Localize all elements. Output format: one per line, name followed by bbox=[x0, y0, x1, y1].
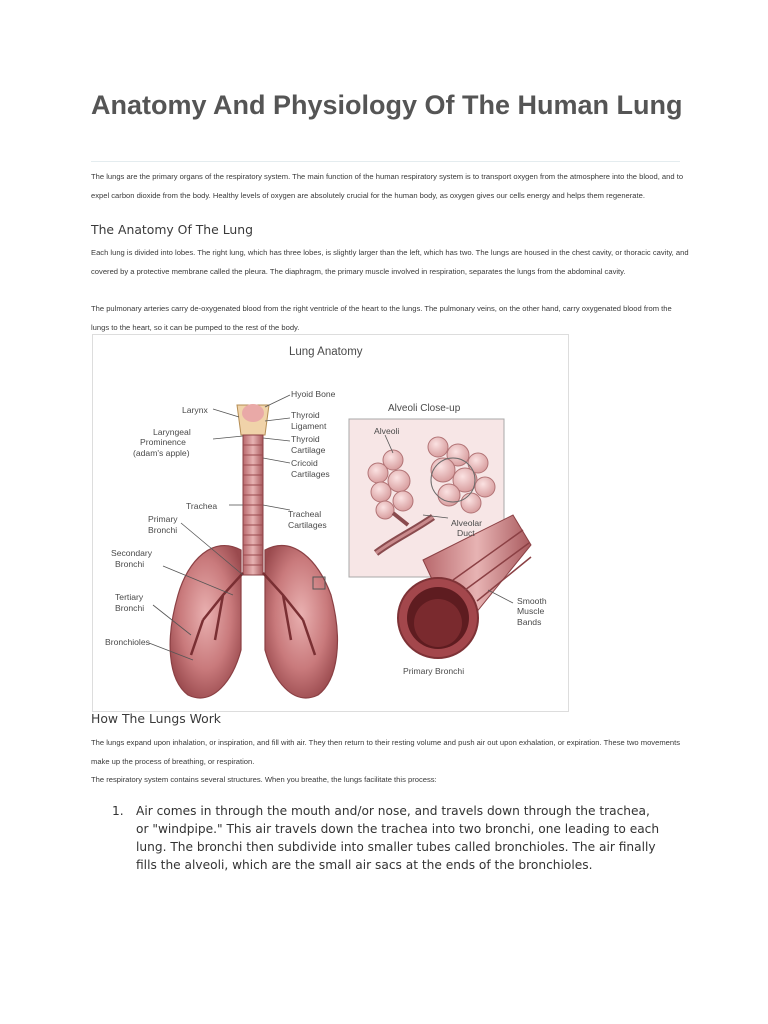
label-tertiary-bronchi-2: Bronchi bbox=[115, 603, 145, 613]
figure-title: Lung Anatomy bbox=[289, 346, 363, 358]
title-divider bbox=[91, 161, 680, 162]
lung-anatomy-figure bbox=[92, 334, 569, 712]
label-thyroid-ligament: Thyroid bbox=[291, 410, 320, 420]
anatomy-paragraph-1: Each lung is divided into lobes. The right lung, which has three lobes, is slightly larger than the left, which has two. The lungs are housed in the chest cavity, or thoracic cavity, and covered by a protective membrane called the pleura. The diaphragm, the primary muscle involved in respiration, separates the lungs from the abdominal cavity. bbox=[91, 248, 689, 276]
label-thyroid-cartilage-2: Cartilage bbox=[291, 445, 326, 455]
intro-paragraph: The lungs are the primary organs of the respiratory system. The main function of the human respiratory system is to transport oxygen from the atmosphere into the blood, and to expel carbon dioxide from the body. Healthy levels of oxygen are absolutely crucial for the human body, as oxygen gives our cells energy and helps them regenerate. bbox=[91, 172, 684, 200]
label-secondary-bronchi-2: Bronchi bbox=[115, 559, 145, 569]
label-cricoid-2: Cartilages bbox=[291, 469, 330, 479]
label-hyoid-bone: Hyoid Bone bbox=[291, 389, 336, 399]
label-primary-bronchi-2: Bronchi bbox=[148, 525, 178, 535]
list-item-text: Air comes in through the mouth and/or nose, and travels down through the trachea, or "windpipe." This air travels down the trachea into two bronchi, one leading to each lung. The bronchi then subdivide into smaller tubes called bronchioles. The air finally fills the alveoli, which are the small air sacs at the ends of the bronchioles. bbox=[136, 804, 660, 872]
label-cricoid: Cricoid bbox=[291, 458, 318, 468]
label-thyroid-ligament-2: Ligament bbox=[291, 421, 327, 431]
lung-anatomy-diagram bbox=[93, 335, 568, 711]
label-trachea: Trachea bbox=[186, 501, 218, 511]
label-larynx: Larynx bbox=[182, 405, 208, 415]
label-primary-bronchi-bottom: Primary Bronchi bbox=[403, 666, 465, 676]
label-alveolar-duct: Alveolar bbox=[451, 518, 483, 528]
list-item bbox=[112, 802, 672, 882]
label-laryngeal-2: Prominence bbox=[140, 437, 186, 447]
label-smooth-muscle: Smooth bbox=[517, 596, 547, 606]
how-lungs-work-paragraph-1: The lungs expand upon inhalation, or inspiration, and fill with air. They then return to their resting volume and push air out upon exhalation, or expiration. These two movements make up the process of breathing, or respiration. bbox=[91, 738, 681, 766]
section-heading-how-lungs-work: How The Lungs Work bbox=[91, 711, 221, 726]
label-tracheal-cartilages-2: Cartilages bbox=[288, 520, 327, 530]
label-secondary-bronchi: Secondary bbox=[111, 548, 153, 558]
label-tracheal-cartilages: Tracheal bbox=[288, 509, 322, 519]
label-primary-bronchi: Primary bbox=[148, 514, 178, 524]
list-item-number: 1. bbox=[112, 804, 124, 818]
breathing-steps-list bbox=[112, 802, 672, 882]
anatomy-paragraph-2: The pulmonary arteries carry de-oxygenated blood from the right ventricle of the heart to the lungs. The pulmonary veins, on the other hand, carry oxygenated blood from the lungs to the heart, so it can be pumped to the rest of the body. bbox=[91, 304, 672, 332]
label-smooth-muscle-3: Bands bbox=[517, 617, 542, 627]
how-lungs-work-paragraph-2: The respiratory system contains several structures. When you breathe, the lungs facilitate this process: bbox=[91, 775, 437, 784]
label-smooth-muscle-2: Muscle bbox=[517, 606, 545, 616]
page-title: Anatomy And Physiology Of The Human Lung bbox=[91, 90, 683, 120]
label-alveoli: Alveoli bbox=[374, 426, 400, 436]
label-tertiary-bronchi: Tertiary bbox=[115, 592, 144, 602]
section-heading-anatomy: The Anatomy Of The Lung bbox=[91, 222, 253, 237]
trachea bbox=[237, 404, 269, 575]
inset-title: Alveoli Close-up bbox=[388, 403, 461, 414]
label-bronchioles: Bronchioles bbox=[105, 637, 150, 647]
label-laryngeal: Laryngeal bbox=[153, 427, 191, 437]
label-thyroid-cartilage: Thyroid bbox=[291, 434, 320, 444]
label-laryngeal-3: (adam's apple) bbox=[133, 448, 190, 458]
label-alveolar-duct-2: Duct bbox=[457, 528, 475, 538]
